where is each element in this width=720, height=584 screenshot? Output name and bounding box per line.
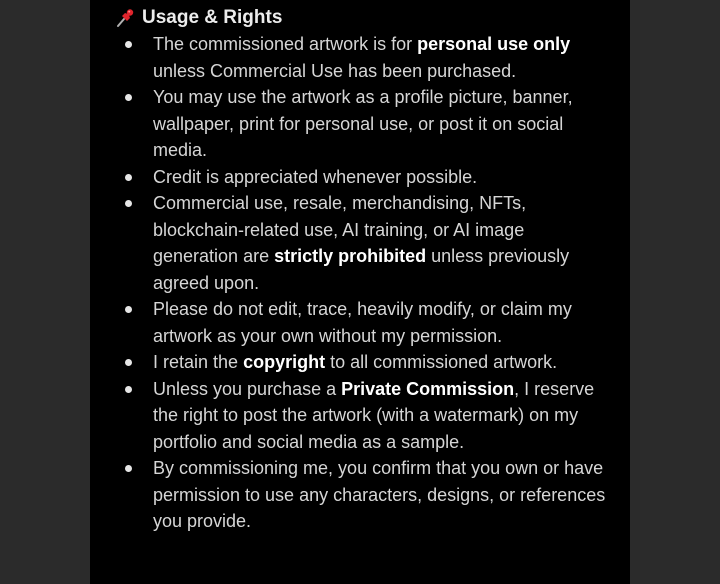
item-text: , I reserve the right to post the artwork (with a watermark) on my portfolio and social media as a sample.: [153, 378, 595, 452]
bullet: [125, 386, 132, 393]
section-heading: [114, 4, 282, 32]
list-item: [90, 296, 613, 349]
item-emphasis: strictly prohibited: [274, 246, 427, 266]
item-text: unless Commercial Use has been purchased.: [153, 60, 517, 81]
item-text: The commissioned artwork is for: [153, 34, 418, 54]
list-item: [90, 455, 613, 535]
bullet: [125, 359, 132, 366]
item-emphasis: personal use only: [417, 34, 571, 54]
item-text: to all commissioned artwork.: [325, 352, 558, 372]
list-item: [90, 349, 613, 376]
list-item: [90, 164, 613, 191]
section-heading-text: Usage & Rights: [142, 7, 283, 28]
list-item: [90, 31, 613, 84]
bullet: [125, 174, 132, 181]
bullet: [125, 41, 132, 48]
item-text: Please do not edit, trace, heavily modify, or claim my artwork as your own without my permission.: [153, 299, 572, 346]
bullet: [125, 94, 132, 101]
list-item: [90, 84, 613, 164]
list-item: [90, 190, 613, 296]
bullet: [125, 200, 132, 207]
item-text: I retain the: [153, 352, 244, 372]
rules-list: [90, 31, 613, 535]
item-text: unless previously agreed upon.: [153, 246, 570, 293]
list-item: [90, 376, 613, 456]
item-emphasis: Private Commission: [341, 378, 515, 399]
item-emphasis: copyright: [243, 352, 326, 372]
pushpin-icon: [114, 7, 136, 29]
bullet: [125, 465, 132, 472]
item-text: Commercial use, resale, merchandising, NFTs, blockchain-related use, AI training, or AI image generation are: [153, 193, 527, 266]
item-text: Credit is appreciated whenever possible.: [153, 166, 478, 187]
bullet: [125, 306, 132, 313]
item-text: Unless you purchase a: [153, 378, 342, 399]
document-panel: [90, 0, 630, 584]
item-text: You may use the artwork as a profile picture, banner, wallpaper, print for personal use, or post it on social media.: [153, 87, 573, 160]
item-text: By commissioning me, you confirm that you own or have permission to use any characters, designs, or references you provide.: [153, 458, 606, 531]
